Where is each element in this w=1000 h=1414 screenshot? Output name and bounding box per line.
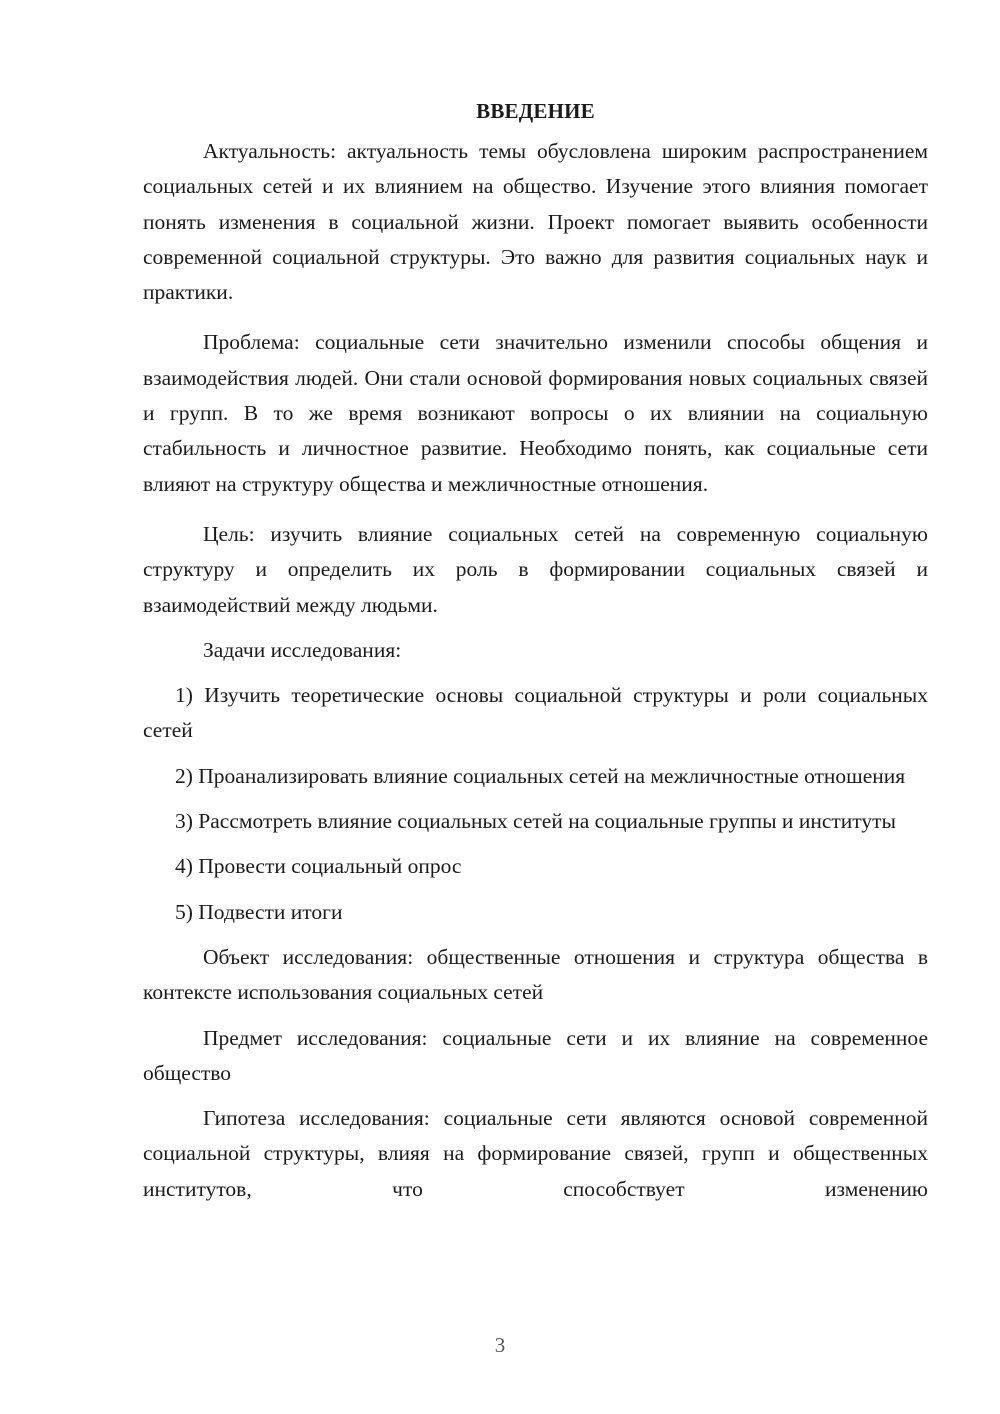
task-item: 3) Рассмотреть влияние социальных сетей на социальные группы и институты bbox=[175, 809, 896, 834]
relevance-paragraph: Актуальность: актуальность темы обусловлена широким распространением социальных сетей и их влиянием на общество. Изучение этого влияния помогает понять изменения в социальной жизни. Проект помогает выявить особенности современной социальной структуры. Это важно для развития социальных наук и практики. bbox=[143, 139, 928, 305]
research-subject-paragraph: Предмет исследования: социальные сети и их влияние на современное общество bbox=[143, 1025, 928, 1085]
task-item: 2) Проанализировать влияние социальных сетей на межличностные отношения bbox=[175, 763, 906, 788]
problem-paragraph: Проблема: социальные сети значительно изменили способы общения и взаимодействия людей. Они стали основой формирования новых социальных связей и групп. В то же время возникают вопросы о их влиянии на социальную стабильность и личностное развитие. Необходимо понять, как социальные сети влияют на структуру общества и межличностные отношения. bbox=[143, 330, 928, 496]
page-number: 3 bbox=[494, 1333, 506, 1357]
section-heading: ВВЕДЕНИЕ bbox=[476, 99, 595, 123]
tasks-heading: Задачи исследования: bbox=[203, 637, 402, 662]
goal-paragraph: Цель: изучить влияние социальных сетей на современную социальную структуру и определить их роль в формировании социальных связей и взаимодействий между людьми. bbox=[143, 521, 928, 617]
research-object-paragraph: Объект исследования: общественные отношения и структура общества в контексте использования социальных сетей bbox=[143, 944, 928, 1005]
document-page bbox=[143, 96, 928, 1207]
task-item: 1) Изучить теоретические основы социальной структуры и роли социальных сетей bbox=[143, 683, 928, 743]
task-item: 5) Подвести итоги bbox=[175, 899, 343, 924]
hypothesis-paragraph: Гипотеза исследования: социальные сети являются основой современной социальной структуры, влияя на формирование связей, групп и общественных институтов, что способствует изменению bbox=[143, 1106, 928, 1201]
task-item: 4) Провести социальный опрос bbox=[175, 854, 462, 879]
